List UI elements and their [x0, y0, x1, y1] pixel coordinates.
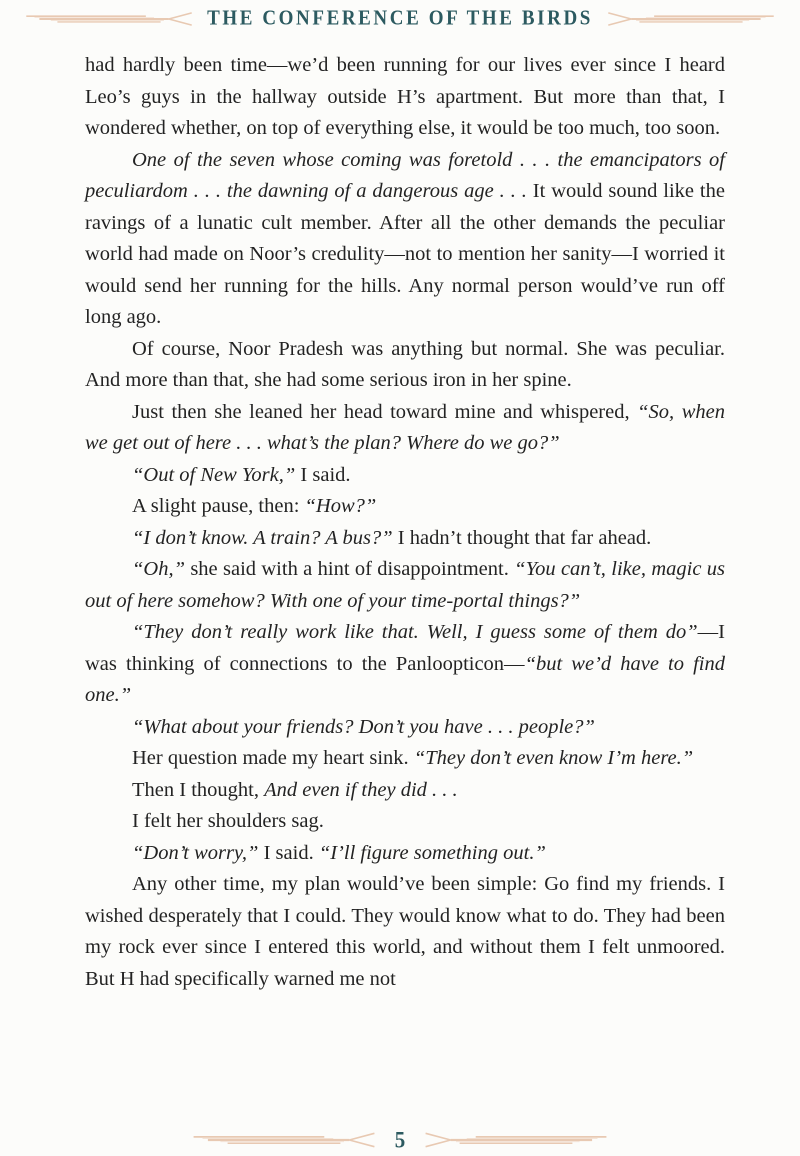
text-segment: I hadn’t thought that far ahead. [392, 526, 652, 549]
running-head-title: THE CONFERENCE OF THE BIRDS [207, 6, 593, 31]
footer-flourish-ornament-right [422, 1128, 610, 1152]
paragraph [85, 712, 725, 744]
flourish-arrow-ornament-left [23, 6, 195, 32]
text-segment: Just then she leaned her head toward mine and whispered, [132, 400, 638, 423]
text-segment: “I don’t know. A train? A bus?” [132, 526, 393, 549]
paragraph [85, 806, 725, 838]
text-segment: “I’ll figure something out.” [318, 841, 546, 864]
paragraph [85, 334, 725, 397]
paragraph [85, 50, 725, 145]
paragraph [85, 743, 725, 775]
text-segment: “Oh,” [132, 558, 185, 580]
page-footer [0, 1125, 800, 1155]
text-segment: Any other time, my plan would’ve been simple: Go find my friends. I wished desperately that I could. They would know what to do. They had been my rock ever since I entered this world, and without them I felt unmoored. But H had specifically warned me not [85, 873, 725, 990]
text-segment: I felt her shoulders sag. [132, 810, 324, 832]
paragraph [85, 523, 725, 555]
text-segment: I said. [295, 463, 351, 486]
paragraph [85, 775, 725, 807]
text-segment: And even if they did . . . [264, 778, 458, 801]
text-segment: “They don’t really work like that. Well, I guess some of them do” [132, 621, 698, 643]
text-segment: “Out of New York,” [132, 463, 296, 486]
text-segment: Her question made my heart sink. [132, 747, 414, 769]
running-head [0, 3, 800, 35]
text-segment: Of course, Noor Pradesh was anything but normal. She was peculiar. And more than that, she had some serious iron in her spine. [85, 337, 725, 391]
paragraph [85, 869, 725, 995]
text-segment: One of the seven whose coming was foretold . . . the emancipators of peculiardom . . . the dawning of a dangerous age . . . [85, 148, 725, 202]
text-segment: It would sound like the ravings of a lunatic cult member. After all the other demands the peculiar world had made on Noor’s credulity—not to mention her sanity—I worried it would send her running for the hills. Any normal person would’ve run off long ago. [85, 180, 725, 328]
paragraph [85, 460, 725, 492]
text-segment: “Don’t worry,” [132, 841, 259, 864]
text-segment: Then I thought, [132, 778, 265, 801]
text-segment: “So, when we get out of here . . . what’s the plan? Where do we go?” [85, 400, 725, 454]
text-segment: “They don’t even know I’m here.” [413, 747, 694, 769]
text-segment: A slight pause, then: [132, 495, 305, 517]
paragraph [85, 617, 725, 712]
text-segment: “but we’d have to find one.” [85, 652, 725, 706]
text-segment: she said with a hint of disappointment. [184, 558, 515, 580]
text-segment: “You can’t, like, magic us out of here somehow? With one of your time-portal things?” [85, 558, 726, 612]
text-segment: “What about your friends? Don’t you have . . . people?” [132, 715, 595, 738]
paragraph [85, 145, 725, 334]
paragraph [85, 838, 725, 870]
flourish-arrow-ornament-right [605, 6, 777, 32]
text-segment: I said. [258, 841, 319, 864]
text-segment: —I was thinking of connections to the Panloopticon— [85, 621, 725, 675]
paragraph [85, 554, 725, 617]
page-number: 5 [394, 1126, 406, 1153]
text-segment: “How?” [304, 495, 377, 517]
paragraph [85, 491, 725, 523]
text-segment: had hardly been time—we’d been running for our lives ever since I heard Leo’s guys in the hallway outside H’s apartment. But more than that, I wondered whether, on top of everything else, it would be too much, too soon. [85, 54, 725, 139]
paragraph [85, 397, 725, 460]
footer-flourish-ornament-left [190, 1128, 378, 1152]
page-body [85, 50, 725, 995]
